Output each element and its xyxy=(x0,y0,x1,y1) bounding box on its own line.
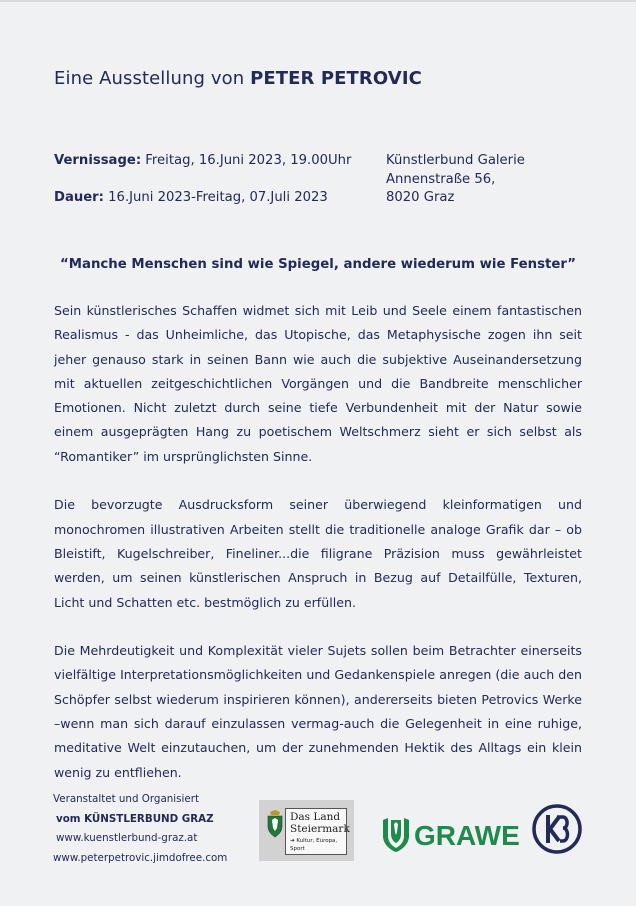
vernissage-value: Freitag, 16.Juni 2023, 19.00Uhr xyxy=(141,153,352,168)
steiermark-logo xyxy=(259,800,354,861)
top-divider xyxy=(0,0,636,2)
title-prefix: Eine Ausstellung von xyxy=(54,68,251,89)
vernissage-row xyxy=(54,152,351,170)
venue-street: Annenstraße 56, xyxy=(386,171,496,187)
steiermark-wordmark xyxy=(285,808,350,855)
grawe-wordmark: GRAWE xyxy=(414,820,520,851)
grawe-logo xyxy=(380,816,520,856)
paragraph: Sein künstlerisches Schaffen widmet sich mit Leib und Seele einem fantastischen Realismus - das Unheimliche, das Utopische, das Metaphysische zogen ihn seit jeher genauso stark in seinen Bann wie auch die subjektive Auseinandersetzung mit aktuellen zeitgeschichtlichen Vorgängen und die Bandbreite menschlicher Emotionen. Nicht zuletzt durch seine tiefe Verbundenheit mit der Natur sowie einem ausgeprägten Hang zu poetischem Weltschmerz sieht er sich selbst als “Romantiker” im ursprünglichsten Sinne. xyxy=(54,303,582,464)
steiermark-crest-icon xyxy=(267,810,283,838)
organizer-name: vom KÜNSTLERBUND GRAZ xyxy=(56,812,214,825)
paragraph: Die bevorzugte Ausdrucksform seiner überwiegend kleinformatigen und monochromen illustrativen Arbeiten stellt die traditionelle analoge Grafik dar – ob Bleistift, Kugelschreiber, Fineliner...die filigrane Präzision muss gewährleistet werden, um seinen künstlerischen Anspruch in Bezug auf Detailfülle, Texturen, Licht und Schatten etc. bestmöglich zu erfüllen. xyxy=(54,497,582,610)
venue-city: 8020 Graz xyxy=(386,190,455,205)
vernissage-label: Vernissage: xyxy=(54,153,142,168)
dauer-row xyxy=(54,189,351,207)
kuenstlerbund-logo-icon xyxy=(531,803,583,855)
paragraph: Die Mehrdeutigkeit und Komplexität vieler Sujets sollen beim Betrachter einerseits vielfältige Interpretationsmöglichkeiten und Gedankenspiele anregen (die auch den Schöpfer selbst wiederum inspirieren können), andererseits bieten Petrovics Werke –wenn man sich darauf einzulassen vermag-auch die Gelegenheit in eine ruhige, meditative Welt einzutauchen, um der zunehmenden Hektik des Alltags ein klein wenig zu entfliehen. xyxy=(54,643,582,780)
grawe-emblem-icon xyxy=(380,816,412,852)
dauer-label: Dauer: xyxy=(54,190,104,205)
artist-name: PETER PETROVIC xyxy=(250,68,422,89)
quote: “Manche Menschen sind wie Spiegel, andere wiederum wie Fenster” xyxy=(60,257,576,272)
organizer-website[interactable]: www.kuenstlerbund-graz.at xyxy=(56,832,198,844)
organizer-label: Veranstaltet und Organisiert xyxy=(53,793,199,805)
venue-name: Künstlerbund Galerie xyxy=(386,153,525,168)
artist-website[interactable]: www.peterpetrovic.jimdofree.com xyxy=(53,851,228,864)
description xyxy=(54,299,582,809)
organizer-info xyxy=(53,790,227,868)
steiermark-line1: Das Land xyxy=(290,811,341,823)
event-dates xyxy=(54,152,351,207)
steiermark-sub: ➜ Kultur, Europa, Sport xyxy=(290,838,338,852)
page-title xyxy=(54,68,422,89)
steiermark-line2: Steiermark xyxy=(290,823,350,835)
venue-address xyxy=(386,152,525,208)
dauer-value: 16.Juni 2023-Freitag, 07.Juli 2023 xyxy=(103,190,328,205)
